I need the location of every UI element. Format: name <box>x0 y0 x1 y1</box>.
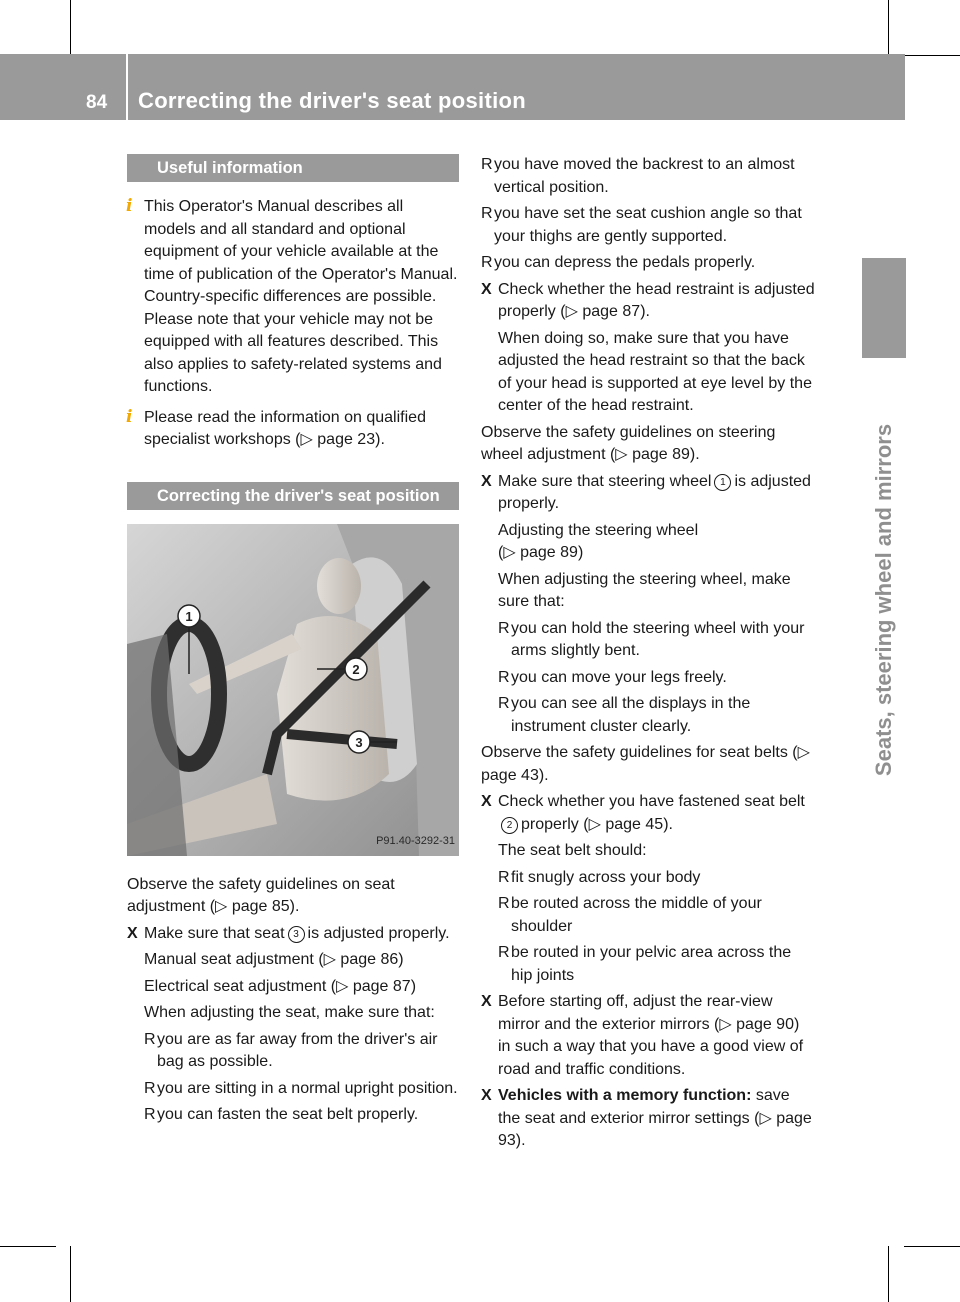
list-item: R be routed in your pelvic area across the hip joints <box>498 944 792 984</box>
callout-label-3: 3 <box>355 734 363 750</box>
bullet-icon: R <box>144 1106 156 1123</box>
driver-illustration-svg <box>127 524 459 856</box>
info-icon: i <box>126 406 133 427</box>
chapter-tab <box>862 258 906 358</box>
page-ref-arrow-icon: ▷ <box>215 898 228 915</box>
crop-mark <box>904 1246 960 1247</box>
page-ref-arrow-icon: ▷ <box>615 446 628 463</box>
instruction-step: X Check whether the head restraint is adjusted properly (▷ page 87). <box>481 280 815 320</box>
callout-2-icon: 2 <box>501 817 518 834</box>
page-reference[interactable]: page 93 <box>498 1109 812 1149</box>
step-arrow-icon: X <box>481 793 492 810</box>
list-item: R you are as far away from the driver's air bag as possible. <box>144 1030 438 1070</box>
bullet-icon: R <box>498 868 510 886</box>
page-ref-arrow-icon: ▷ <box>759 1109 772 1127</box>
info-note: i Please read the information on qualified specialist workshops (▷ page 23). <box>126 406 426 448</box>
page-number: 84 <box>86 92 108 113</box>
step-arrow-icon: X <box>481 993 492 1010</box>
paragraph: Observe the safety guidelines on steering wheel adjustment (▷ page 89). <box>481 423 776 463</box>
callout-1-icon: 1 <box>714 474 731 491</box>
step-arrow-icon: X <box>481 1087 492 1104</box>
info-note: i This Operator's Manual describes all models and all standard and optional equipment of your vehicle available at the time of publication of the Operator's Manual. Country-specific differences are possible. Please note that your vehicle may not be equipped with all features described. This also applies to safety-related systems and functions. <box>126 196 458 395</box>
callout-label-2: 2 <box>352 661 360 677</box>
paragraph: When doing so, make sure that you have adjusted the head restraint so that the back of your head is supported at eye level by the center of the head restraint. <box>498 329 812 414</box>
page-reference[interactable]: page 87 <box>582 303 641 320</box>
bullet-icon: R <box>498 619 510 637</box>
paragraph: The seat belt should: <box>498 842 647 859</box>
bullet-icon: R <box>498 695 510 712</box>
page-ref-arrow-icon: ▷ <box>323 951 336 968</box>
instruction-step: X Make sure that steering wheel 1 is adjusted properly. <box>481 472 811 512</box>
bullet-icon: R <box>481 156 493 173</box>
bullet-icon: R <box>498 944 510 961</box>
list-item: R fit snugly across your body <box>481 867 815 890</box>
page-reference[interactable]: page 89 <box>632 446 690 463</box>
paragraph: Observe the safety guidelines on seat adjustment (▷ page 85). <box>127 875 395 915</box>
list-item: R you have moved the backrest to an almost vertical position. <box>481 156 795 196</box>
paragraph: Electrical seat adjustment (▷ page 87) <box>144 977 417 995</box>
instruction-step: X Check whether you have fastened seat belt2 properly (▷ page 45). <box>481 793 805 833</box>
page-ref-arrow-icon: ▷ <box>588 815 601 833</box>
page-reference[interactable]: page 87 <box>352 977 411 995</box>
step-arrow-icon: X <box>127 924 138 942</box>
instruction-step: X Vehicles with a memory function: save the seat and exterior mirror settings (▷ page 93). <box>481 1087 812 1149</box>
crop-mark <box>0 1246 56 1247</box>
paragraph: When adjusting the steering wheel, make sure that: <box>498 570 791 610</box>
list-item: R you can fasten the seat belt properly. <box>127 1104 459 1127</box>
figure-code: P91.40-3292-31 <box>376 835 455 847</box>
page-reference[interactable]: page 45 <box>605 815 664 833</box>
page-ref-arrow-icon: ▷ <box>565 303 578 320</box>
crop-mark <box>888 1246 889 1302</box>
list-item: R you can move your legs freely. <box>481 667 815 690</box>
callout-3-icon: 3 <box>288 926 305 943</box>
page-reference[interactable]: page 90 <box>736 1015 794 1033</box>
list-item: R you can see all the displays in the instrument cluster clearly. <box>498 695 751 735</box>
bullet-icon: R <box>481 254 493 271</box>
section-heading-useful-information: Useful information <box>127 154 459 182</box>
page-ref-arrow-icon: ▷ <box>503 544 516 561</box>
bullet-icon: R <box>144 1079 156 1097</box>
callout-label-1: 1 <box>185 608 193 624</box>
section-heading-correcting: Correcting the driver's seat position <box>127 482 459 510</box>
list-item: R you have set the seat cushion angle so that your thighs are gently supported. <box>481 205 802 245</box>
paragraph: Adjusting the steering wheel (▷ page 89) <box>498 521 699 561</box>
page-ref-arrow-icon: ▷ <box>336 977 349 995</box>
instruction-step: X Before starting off, adjust the rear-view mirror and the exterior mirrors (▷ page 90) in such a way that you have a good view of road and traffic conditions. <box>481 993 804 1078</box>
page-reference[interactable]: page 89 <box>520 544 578 561</box>
crop-mark <box>70 0 71 56</box>
list-item: R be routed across the middle of your shoulder <box>498 895 762 935</box>
crop-mark <box>70 1246 71 1302</box>
page-reference[interactable]: page 85 <box>231 898 290 915</box>
crop-mark <box>888 0 889 56</box>
head <box>317 558 361 614</box>
page-reference[interactable]: page 86 <box>340 951 399 968</box>
list-item: R you can depress the pedals properly. <box>481 252 815 275</box>
crop-mark <box>904 55 960 56</box>
header-divider <box>126 54 128 120</box>
step-arrow-icon: X <box>481 472 492 490</box>
paragraph: Observe the safety guidelines for seat belts (▷ page 43). <box>481 744 810 784</box>
instruction-step: X Make sure that seat 3 is adjusted properly. <box>127 923 459 946</box>
bullet-icon: R <box>498 895 510 912</box>
paragraph: When adjusting the seat, make sure that: <box>144 1004 435 1021</box>
list-item: R you are sitting in a normal upright position. <box>127 1078 459 1101</box>
page-ref-arrow-icon: ▷ <box>797 744 810 761</box>
paragraph: Manual seat adjustment (▷ page 86) <box>144 951 404 968</box>
step-arrow-icon: X <box>481 280 492 298</box>
page-title: Correcting the driver's seat position <box>138 88 526 113</box>
list-item: R you can hold the steering wheel with your arms slightly bent. <box>498 619 805 659</box>
bullet-icon: R <box>498 668 510 686</box>
bullet-icon: R <box>481 205 493 222</box>
right-column <box>481 154 815 1157</box>
page-ref-arrow-icon: ▷ <box>719 1015 732 1033</box>
page-reference[interactable]: page 43 <box>481 766 539 784</box>
bullet-icon: R <box>144 1030 156 1048</box>
left-column <box>127 154 459 1131</box>
driver-seat-illustration <box>127 524 459 856</box>
page-reference[interactable]: page 23 <box>317 431 376 448</box>
page-ref-arrow-icon: ▷ <box>300 431 313 448</box>
info-icon: i <box>126 196 133 216</box>
